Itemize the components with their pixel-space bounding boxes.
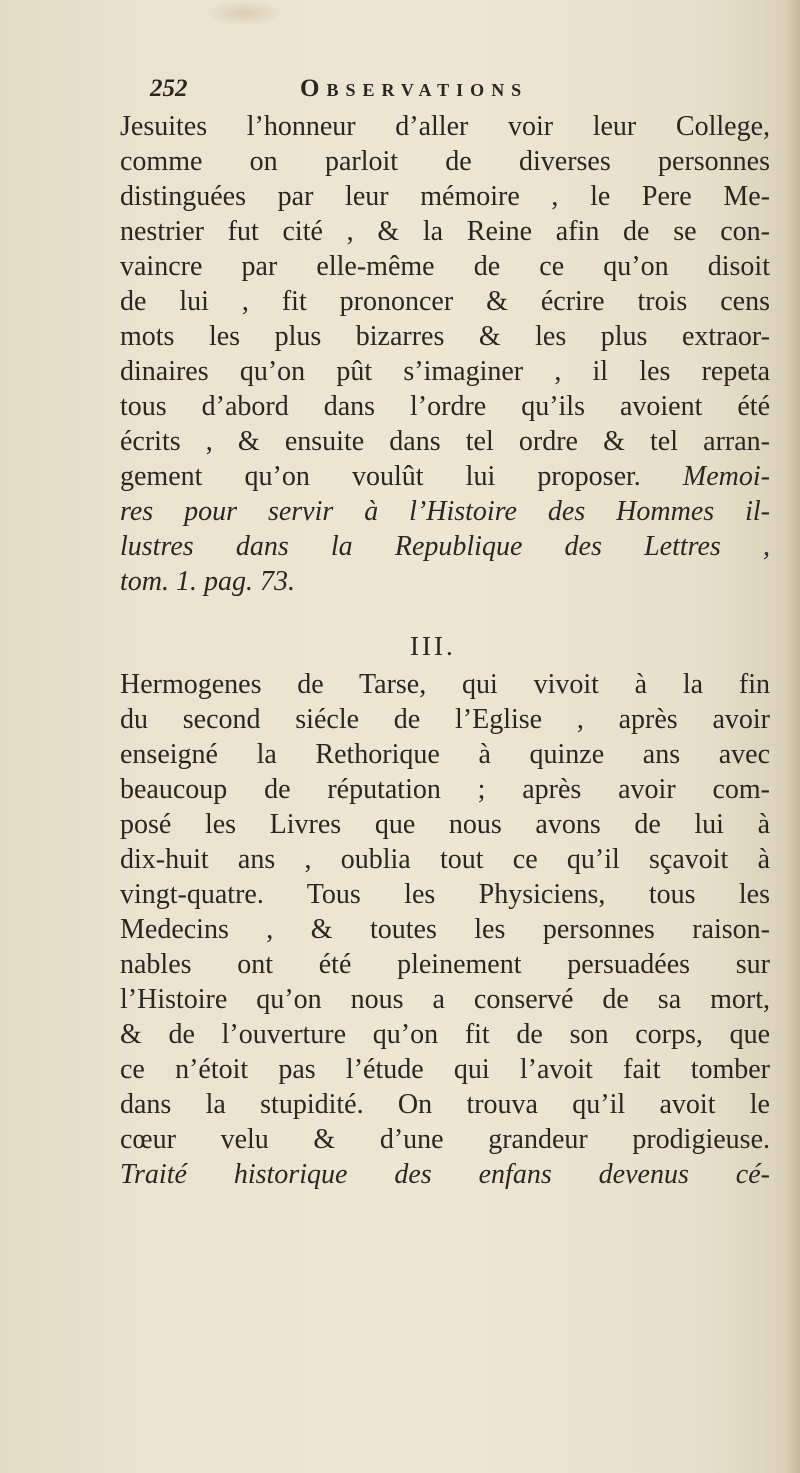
- text-line: dix-huit ans , oublia tout ce qu’il sçavoit à: [120, 844, 770, 875]
- text-line: dinaires qu’on pût s’imaginer , il les repeta: [120, 356, 770, 387]
- text-line: vaincre par elle-même de ce qu’on disoit: [120, 251, 770, 282]
- paper-stain: [205, 0, 285, 26]
- section-number: III.: [410, 631, 456, 661]
- page-edge-shadow: [786, 0, 800, 1473]
- text-line: Hermogenes de Tarse, qui vivoit à la fin: [120, 669, 770, 700]
- text-line: & de l’ouverture qu’on fit de son corps, que: [120, 1019, 770, 1050]
- text-line: nables ont été pleinement persuadées sur: [120, 949, 770, 980]
- text-line: Jesuites l’honneur d’aller voir leur College,: [120, 111, 770, 142]
- text-line: posé les Livres que nous avons de lui à: [120, 809, 770, 840]
- text-line: Medecins , & toutes les personnes raison-: [120, 914, 770, 945]
- page-header: [150, 70, 750, 108]
- text-line: dans la stupidité. On trouva qu’il avoit le: [120, 1089, 770, 1120]
- citation-line: Traité historique des enfans devenus cé-: [120, 1159, 770, 1190]
- citation-line: tom. 1. pag. 73.: [120, 566, 295, 597]
- text-line: du second siécle de l’Eglise , après avoir: [120, 704, 770, 735]
- page-number: 252: [150, 75, 188, 102]
- text-line-with-citation: [120, 460, 770, 494]
- text-line: comme on parloit de diverses personnes: [120, 146, 770, 177]
- citation-line: res pour servir à l’Histoire des Hommes il-: [120, 496, 770, 527]
- text-line: vingt-quatre. Tous les Physiciens, tous les: [120, 879, 770, 910]
- text-line: l’Histoire qu’on nous a conservé de sa mort,: [120, 984, 770, 1015]
- text-line: beaucoup de réputation ; après avoir com-: [120, 774, 770, 805]
- citation-line: lustres dans la Republique des Lettres ,: [120, 531, 770, 562]
- text-line: mots les plus bizarres & les plus extraor-: [120, 321, 770, 352]
- text-line: tous d’abord dans l’ordre qu’ils avoient été: [120, 391, 770, 422]
- text-line: écrits , & ensuite dans tel ordre & tel arran-: [120, 426, 770, 457]
- text-line: distinguées par leur mémoire , le Pere Me-: [120, 181, 770, 212]
- running-head: Observations: [300, 75, 529, 102]
- text-line: de lui , fit prononcer & écrire trois cens: [120, 286, 770, 317]
- citation-start: Memoi-: [682, 461, 770, 492]
- text-line: enseigné la Rethorique à quinze ans avec: [120, 739, 770, 770]
- text-line: ce n’étoit pas l’étude qui l’avoit fait tomber: [120, 1054, 770, 1085]
- text-fragment: gement qu’on voulût lui proposer.: [120, 461, 641, 492]
- text-line: cœur velu & d’une grandeur prodigieuse.: [120, 1124, 770, 1155]
- text-line: nestrier fut cité , & la Reine afin de se con-: [120, 216, 770, 247]
